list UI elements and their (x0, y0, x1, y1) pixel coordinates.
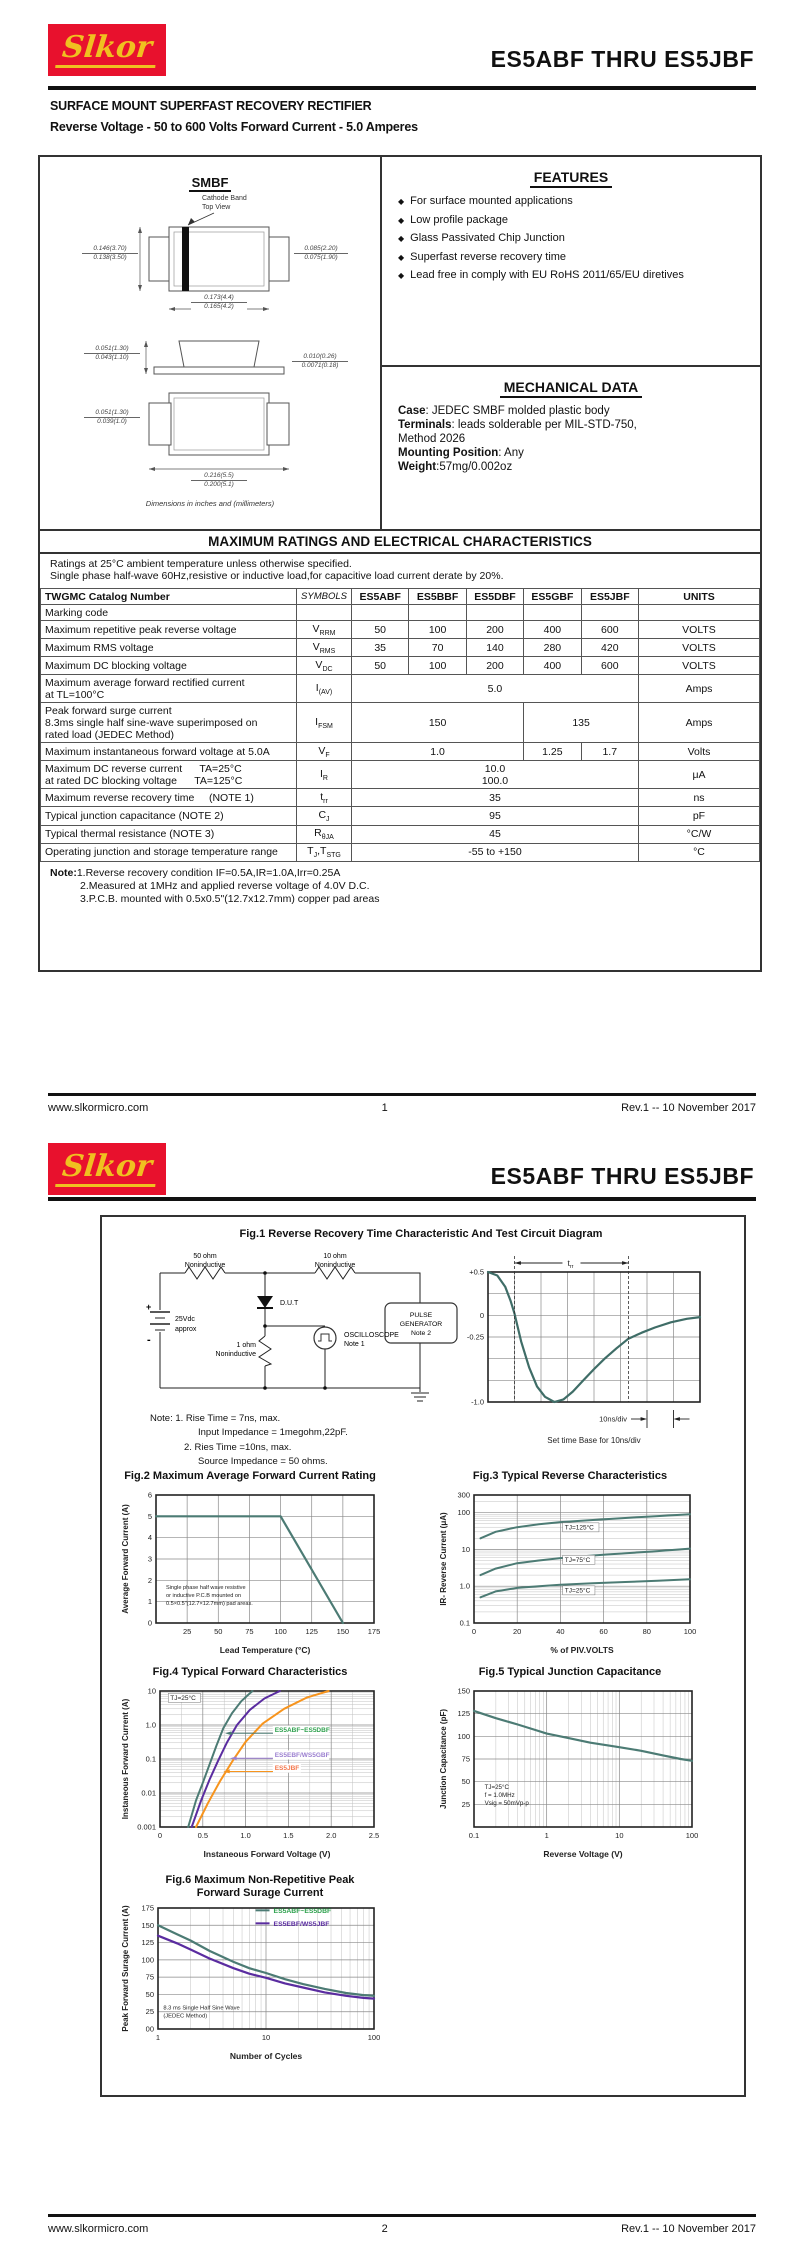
svg-text:25Vdc: 25Vdc (175, 1316, 195, 1323)
svg-text:80: 80 (642, 1627, 651, 1636)
ratings-banner: MAXIMUM RATINGS AND ELECTRICAL CHARACTERISTICS (40, 529, 760, 554)
feature-item: ◆ Low profile package (398, 213, 508, 226)
unit-cell: VOLTS (638, 639, 759, 657)
fig2-title: Fig.2 Maximum Average Forward Current Rating (124, 1470, 376, 1482)
ground-icon (411, 1393, 429, 1401)
svg-text:TJ=75°C: TJ=75°C (564, 1556, 591, 1564)
unit-cell: pF (638, 807, 759, 825)
svg-text:300: 300 (457, 1490, 470, 1500)
footer-revision: Rev.1 -- 10 November 2017 (621, 2223, 756, 2235)
page-title: ES5ABF THRU ES5JBF (490, 1163, 754, 1189)
row-name: Maximum average forward rectified current at TL=100°C (41, 675, 297, 703)
value-cell (409, 605, 466, 621)
svg-text:0.1: 0.1 (468, 1831, 480, 1840)
svg-text:150: 150 (141, 1920, 154, 1930)
page1-footer (48, 1102, 756, 1114)
unit-cell (638, 605, 759, 621)
svg-text:25: 25 (145, 2007, 154, 2017)
dimension-overall: $\frac{0.216(5.5)}{0.200(5.1)}$ (191, 472, 247, 490)
svg-text:-0.25: -0.25 (466, 1332, 484, 1342)
unit-cell: μA (638, 761, 759, 789)
value-cell: 50 (351, 657, 408, 675)
svg-text:f = 1.0MHz: f = 1.0MHz (484, 1791, 515, 1799)
svg-text:ES5EBF/WS5GBF: ES5EBF/WS5GBF (274, 1751, 330, 1759)
svg-text:PULSE: PULSE (409, 1312, 433, 1319)
value-cell: 150 (351, 703, 523, 743)
table-row (41, 621, 760, 639)
page-title: ES5ABF THRU ES5JBF (490, 46, 754, 72)
svg-text:60: 60 (599, 1627, 608, 1636)
value-cell (466, 605, 523, 621)
mechanical-data-title: MECHANICAL DATA (398, 379, 744, 395)
table-row (41, 639, 760, 657)
svg-text:3: 3 (147, 1554, 152, 1564)
value-cell (581, 605, 638, 621)
value-cell: 100 (409, 621, 466, 639)
svg-text:0.1: 0.1 (145, 1754, 156, 1764)
fig1-test-circuit-diagram (120, 1248, 470, 1413)
svg-text:trr: $t_{rr}$ (567, 1258, 574, 1270)
oscilloscope-symbol (314, 1327, 336, 1349)
svg-text:Single phase half wave resisti: Single phase half wave resistive (165, 1584, 246, 1591)
row-symbol: $C_J$ (297, 807, 352, 825)
table-row (41, 703, 760, 743)
svg-text:2: 2 (147, 1575, 152, 1585)
value-cell: -55 to +150 (351, 843, 638, 861)
svg-text:6: 6 (147, 1490, 152, 1500)
unit-cell: °C (638, 843, 759, 861)
footer-page-number: 1 (381, 1102, 388, 1114)
fig3-title: Fig.3 Typical Reverse Characteristics (472, 1470, 668, 1482)
svg-text:0.5×0.5"(12.7×12.7mm) pad are: 0.5×0.5"(12.7×12.7mm) pad areas. (165, 1600, 253, 1607)
value-cell: 70 (409, 639, 466, 657)
svg-text:TJ=25°C: TJ=25°C (564, 1587, 591, 1595)
row-symbol: $V_{RMS}$ (297, 639, 352, 657)
row-symbol: $I_{(AV)}$ (297, 675, 352, 703)
mechanical-line: Mounting Position: Any (398, 447, 524, 459)
unit-cell: Volts (638, 743, 759, 761)
svg-text:GENERATOR: GENERATOR (399, 1321, 443, 1328)
row-name: Maximum instantaneous forward voltage at 5.0A (41, 743, 297, 761)
svg-text:0.1: 0.1 (459, 1618, 470, 1628)
svg-text:Average Forward Current (A): Average Forward Current (A) (121, 1504, 130, 1614)
row-name: Typical junction capacitance (NOTE 2) (41, 807, 297, 825)
slkor-logo-text: Slkor (55, 33, 158, 68)
row-name: Peak forward surge current 8.3ms single half sine-wave superimposed on rated load (JEDEC Method) (41, 703, 297, 743)
package-drawing-panel (40, 157, 382, 529)
page2-footer (48, 2223, 756, 2235)
ratings-table (40, 588, 760, 862)
value-cell: 420 (581, 639, 638, 657)
svg-text:4: 4 (147, 1533, 152, 1543)
svg-text:0: 0 (147, 1618, 152, 1628)
svg-text:D.U.T: D.U.T (280, 1300, 299, 1307)
row-symbol: $I_{FSM}$ (297, 703, 352, 743)
svg-text:00: 00 (145, 2024, 154, 2034)
cathode-band-label: Cathode Band Top View (202, 195, 247, 211)
column-header: SYMBOLS (297, 589, 352, 605)
mechanical-line: Weight:57mg/0.002oz (398, 461, 513, 473)
svg-text:Junction Capacitance (pF): Junction Capacitance (pF) (439, 1708, 448, 1810)
svg-text:50: 50 (145, 1989, 154, 1999)
svg-text:% of PIV.VOLTS: % of PIV.VOLTS (550, 1645, 614, 1655)
fig1-waveform-chart (448, 1246, 710, 1451)
svg-text:25: 25 (461, 1799, 470, 1809)
value-cell: 35 (351, 639, 408, 657)
fig3-chart (436, 1487, 704, 1664)
diamond-bullet-icon: ◆ (398, 234, 405, 244)
svg-text:0: 0 (157, 1831, 163, 1840)
svg-text:10ns/div: 10ns/div (599, 1414, 627, 1424)
fig6-chart (118, 1900, 386, 2070)
unit-cell: °C/W (638, 825, 759, 843)
value-cell: 100 (409, 657, 466, 675)
column-header: ES5DBF (466, 589, 523, 605)
svg-text:1 ohm: 1 ohm (236, 1342, 256, 1349)
svg-text:OSCILLOSCOPE: OSCILLOSCOPE (344, 1332, 399, 1339)
value-cell: 200 (466, 657, 523, 675)
svg-text:100: 100 (457, 1508, 470, 1518)
svg-text:50: 50 (461, 1777, 470, 1787)
mechanical-line: Case: JEDEC SMBF molded plastic body (398, 405, 610, 417)
fig4-chart (118, 1683, 386, 1868)
header-rule (48, 86, 756, 90)
value-cell: 50 (351, 621, 408, 639)
fig1-notes: Note: 1. Rise Time = 7ns, max. Input Impedance = 1megohm,22pF. 2. Ries Time =10ns, max. Source Impedance = 50 ohms. (150, 1413, 348, 1467)
dimension-body-length: $\frac{0.173(4.4)}{0.165(4.2)}$ (191, 294, 247, 312)
svg-text:(JEDEC Method): (JEDEC Method) (163, 2013, 208, 2020)
svg-text:2.5: 2.5 (368, 1831, 380, 1840)
table-row (41, 675, 760, 703)
svg-text:1: 1 (155, 2033, 161, 2042)
features-section (382, 157, 760, 367)
ratings-conditions: Ratings at 25°C ambient temperature unless otherwise specified. Single phase half-wave 60Hz,resistive or inductive load,for capacitive load current derate by 20%. (50, 558, 504, 582)
svg-text:50 ohm: 50 ohm (193, 1253, 217, 1260)
svg-text:1.5: 1.5 (283, 1831, 294, 1840)
unit-cell: VOLTS (638, 621, 759, 639)
row-symbol: $R_{\theta JA}$ (297, 825, 352, 843)
diamond-bullet-icon: ◆ (398, 215, 405, 225)
svg-text:8.3 ms Single Half Sine Wave: 8.3 ms Single Half Sine Wave (163, 2005, 240, 2012)
column-header: UNITS (638, 589, 759, 605)
value-cell: 10.0 100.0 (351, 761, 638, 789)
svg-text:50: 50 (214, 1627, 223, 1636)
svg-text:Reverse Voltage (V): Reverse Voltage (V) (543, 1849, 623, 1859)
row-name: Maximum reverse recovery time (NOTE 1) (41, 789, 297, 807)
svg-text:100: 100 (457, 1731, 470, 1741)
svg-text:Instaneous Forward Current (A): Instaneous Forward Current (A) (121, 1698, 130, 1820)
value-cell (351, 605, 408, 621)
diamond-bullet-icon: ◆ (398, 252, 405, 262)
svg-text:1: 1 (147, 1597, 152, 1607)
svg-text:5: 5 (147, 1511, 152, 1521)
value-cell: 135 (524, 703, 639, 743)
dimension-body-width: $\frac{0.146(3.70)}{0.138(3.50)}$ (82, 245, 138, 263)
svg-text:175: 175 (367, 1627, 381, 1636)
svg-text:1.0: 1.0 (240, 1831, 251, 1840)
column-header: ES5GBF (524, 589, 581, 605)
svg-text:Vsig = 50mVp-p: Vsig = 50mVp-p (484, 1799, 529, 1807)
svg-text:20: 20 (513, 1627, 522, 1636)
mechanical-line: Method 2026 (398, 433, 466, 445)
package-drawing (54, 161, 366, 521)
svg-text:100: 100 (685, 1831, 699, 1840)
features-title: FEATURES (398, 169, 744, 185)
value-cell: 140 (466, 639, 523, 657)
value-cell: 45 (351, 825, 638, 843)
fig2-chart (118, 1487, 386, 1664)
fig5-title: Fig.5 Typical Junction Capacitance (478, 1666, 662, 1678)
value-cell: 1.25 (524, 743, 581, 761)
svg-text:10: 10 (615, 1831, 624, 1840)
svg-text:0.001: 0.001 (137, 1822, 156, 1832)
svg-text:125: 125 (457, 1709, 470, 1719)
svg-text:IR- Reverse Current (μA): IR- Reverse Current (μA) (439, 1512, 448, 1606)
mechanical-line: Terminals: leads solderable per MIL-STD-750, (398, 419, 637, 431)
row-name: Maximum RMS voltage (41, 639, 297, 657)
svg-text:1.0: 1.0 (459, 1581, 470, 1591)
ratings-notes: Note:1.Reverse recovery condition IF=0.5A,IR=1.0A,Irr=0.25A 2.Measured at 1MHz and applied reverse voltage of 4.0V D.C. 3.P.C.B. mounted with 0.5x0.5"(12.7x12.7mm) copper pad areas (50, 866, 380, 905)
svg-text:10: 10 (147, 1686, 156, 1696)
row-name: Maximum DC blocking voltage (41, 657, 297, 675)
svg-text:ES5EBF/WS5JBF: ES5EBF/WS5JBF (273, 1920, 330, 1928)
svg-text:0.5: 0.5 (197, 1831, 209, 1840)
row-name: Operating junction and storage temperature range (41, 843, 297, 861)
column-header: ES5JBF (581, 589, 638, 605)
dimension-lead: $\frac{0.051(1.30)}{0.039(1.0)}$ (84, 409, 140, 427)
dimension-standoff: $\frac{0.010(0.26)}{0.0071(0.18)}$ (292, 353, 348, 371)
unit-cell: VOLTS (638, 657, 759, 675)
feature-item: ◆ Superfast reverse recovery time (398, 250, 567, 263)
svg-text:0: 0 (479, 1310, 484, 1320)
fig6-title: Fig.6 Maximum Non-Repetitive Peak (165, 1874, 355, 1886)
footer-rule (48, 1093, 756, 1096)
svg-text:10: 10 (461, 1544, 470, 1554)
column-header: TWGMC Catalog Number (41, 589, 297, 605)
page1-main-box (38, 155, 762, 972)
row-name: Typical thermal resistance (NOTE 3) (41, 825, 297, 843)
slkor-logo (48, 24, 166, 76)
unit-cell: ns (638, 789, 759, 807)
fig6-title-line2: Forward Surage Current (196, 1887, 324, 1899)
svg-text:125: 125 (141, 1938, 154, 1948)
svg-text:125: 125 (305, 1627, 318, 1636)
svg-text:ES5ABF~ES5DBF: ES5ABF~ES5DBF (273, 1907, 332, 1915)
svg-text:or inductive P.C.B mounted on: or inductive P.C.B mounted on (165, 1592, 242, 1599)
row-symbol: $V_F$ (297, 743, 352, 761)
svg-text:100: 100 (274, 1627, 287, 1636)
svg-text:TJ=125°C: TJ=125°C (564, 1524, 594, 1532)
fig4-title: Fig.4 Typical Forward Characteristics (152, 1666, 348, 1678)
diamond-bullet-icon: ◆ (398, 197, 405, 206)
diode-symbol (257, 1296, 273, 1308)
svg-text:ES5ABF~ES5DBF: ES5ABF~ES5DBF (274, 1727, 330, 1735)
row-symbol: $V_{DC}$ (297, 657, 352, 675)
table-row (41, 761, 760, 789)
slkor-logo (48, 1143, 166, 1195)
mechanical-data-section (382, 367, 760, 529)
svg-text:75: 75 (145, 1972, 154, 1982)
row-symbol: $I_R$ (297, 761, 352, 789)
svg-text:0.01: 0.01 (141, 1788, 156, 1798)
value-cell: 200 (466, 621, 523, 639)
table-row (41, 789, 760, 807)
column-header: ES5ABF (351, 589, 408, 605)
footer-website: www.slkormicro.com (48, 2223, 149, 2235)
svg-text:100: 100 (683, 1627, 697, 1636)
subtitle-line2: Reverse Voltage - 50 to 600 Volts Forward Current - 5.0 Amperes (50, 120, 418, 134)
header-rule (48, 1197, 756, 1201)
table-row (41, 843, 760, 861)
value-cell: 1.7 (581, 743, 638, 761)
svg-text:0: 0 (471, 1627, 477, 1636)
footer-page-number: 2 (381, 2223, 388, 2235)
svg-text:150: 150 (457, 1686, 470, 1696)
value-cell: 35 (351, 789, 638, 807)
svg-text:40: 40 (556, 1627, 565, 1636)
svg-text:25: 25 (182, 1627, 192, 1636)
svg-text:150: 150 (336, 1627, 350, 1636)
svg-text:1.0: 1.0 (145, 1720, 156, 1730)
value-cell: 600 (581, 621, 638, 639)
svg-text:TJ=25°C: TJ=25°C (170, 1694, 196, 1702)
table-row (41, 605, 760, 621)
svg-text:100: 100 (141, 1955, 154, 1965)
svg-text:-1.0: -1.0 (471, 1397, 484, 1407)
footer-website: www.slkormicro.com (48, 1102, 149, 1114)
dimensions-caption: Dimensions in inches and (millimeters) (145, 499, 275, 508)
table-row (41, 743, 760, 761)
svg-text:75: 75 (245, 1627, 254, 1636)
feature-item: ◆ For surface mounted applications (398, 195, 573, 207)
row-symbol: $t_{rr}$ (297, 789, 352, 807)
svg-text:100: 100 (367, 2033, 381, 2042)
svg-text:+: + (146, 1302, 152, 1312)
row-symbol (297, 605, 352, 621)
svg-text:Note 2: Note 2 (410, 1330, 432, 1337)
svg-text:2.0: 2.0 (325, 1831, 337, 1840)
table-row (41, 825, 760, 843)
svg-text:1: 1 (544, 1831, 549, 1840)
svg-text:+0.5: +0.5 (469, 1267, 484, 1277)
value-cell: 400 (524, 621, 581, 639)
value-cell: 1.0 (351, 743, 523, 761)
diamond-bullet-icon: ◆ (398, 271, 405, 281)
value-cell: 400 (524, 657, 581, 675)
value-cell: 600 (581, 657, 638, 675)
svg-text:Noninductive: Noninductive (215, 1351, 256, 1358)
table-header-row (41, 589, 760, 605)
table-row (41, 807, 760, 825)
svg-text:Number of Cycles: Number of Cycles (229, 2051, 303, 2061)
value-cell (524, 605, 581, 621)
value-cell: 280 (524, 639, 581, 657)
column-header: ES5BBF (409, 589, 466, 605)
fig5-chart (436, 1683, 704, 1868)
svg-text:-: - (147, 1334, 151, 1346)
svg-text:TJ=25°C: TJ=25°C (484, 1783, 509, 1791)
row-name: Maximum DC reverse current TA=25°C at rated DC blocking voltage TA=125°C (41, 761, 297, 789)
dimension-band-width: $\frac{0.085(2.20)}{0.075(1.90)}$ (294, 245, 348, 263)
feature-item: ◆ Glass Passivated Chip Junction (398, 232, 565, 245)
svg-text:175: 175 (141, 1903, 154, 1913)
table-row (41, 657, 760, 675)
row-name: Marking code (41, 605, 297, 621)
svg-text:75: 75 (461, 1754, 470, 1764)
svg-text:Peak Forward Surage Current (A: Peak Forward Surage Current (A) (121, 1905, 130, 2032)
svg-text:Noninductive: Noninductive (314, 1262, 356, 1269)
svg-text:10: 10 (261, 2033, 271, 2042)
unit-cell: Amps (638, 703, 759, 743)
fig1-title: Fig.1 Reverse Recovery Time Characteristic And Test Circuit Diagram (239, 1228, 603, 1240)
row-name: Maximum repetitive peak reverse voltage (41, 621, 297, 639)
svg-text:Noninductive: Noninductive (184, 1262, 226, 1269)
row-symbol: $T_J,T_{STG}$ (297, 843, 352, 861)
feature-item: ◆ Lead free in comply with EU RoHS 2011/65/EU diretives (398, 269, 684, 282)
svg-text:Set time Base for 10ns/div: Set time Base for 10ns/div (547, 1436, 641, 1445)
footer-rule (48, 2214, 756, 2217)
svg-text:Instaneous Forward Voltage (V): Instaneous Forward Voltage (V) (203, 1849, 331, 1859)
value-cell: 95 (351, 807, 638, 825)
svg-text:approx: approx (175, 1326, 197, 1333)
row-symbol: $V_{RRM}$ (297, 621, 352, 639)
package-outline-drawing (54, 161, 366, 521)
package-name: SMBF (54, 175, 366, 190)
footer-revision: Rev.1 -- 10 November 2017 (621, 1102, 756, 1114)
value-cell: 5.0 (351, 675, 638, 703)
svg-text:ES5JBF: ES5JBF (274, 1765, 300, 1773)
svg-text:Note 1: Note 1 (344, 1341, 365, 1348)
dimension-height: $\frac{0.051(1.30)}{0.043(1.10)}$ (84, 345, 140, 363)
slkor-logo-text: Slkor (55, 1152, 158, 1187)
svg-text:Lead Temperature (°C): Lead Temperature (°C) (219, 1645, 311, 1655)
unit-cell: Amps (638, 675, 759, 703)
svg-text:10 ohm: 10 ohm (323, 1253, 347, 1260)
subtitle-line1: SURFACE MOUNT SUPERFAST RECOVERY RECTIFIER (50, 99, 372, 113)
